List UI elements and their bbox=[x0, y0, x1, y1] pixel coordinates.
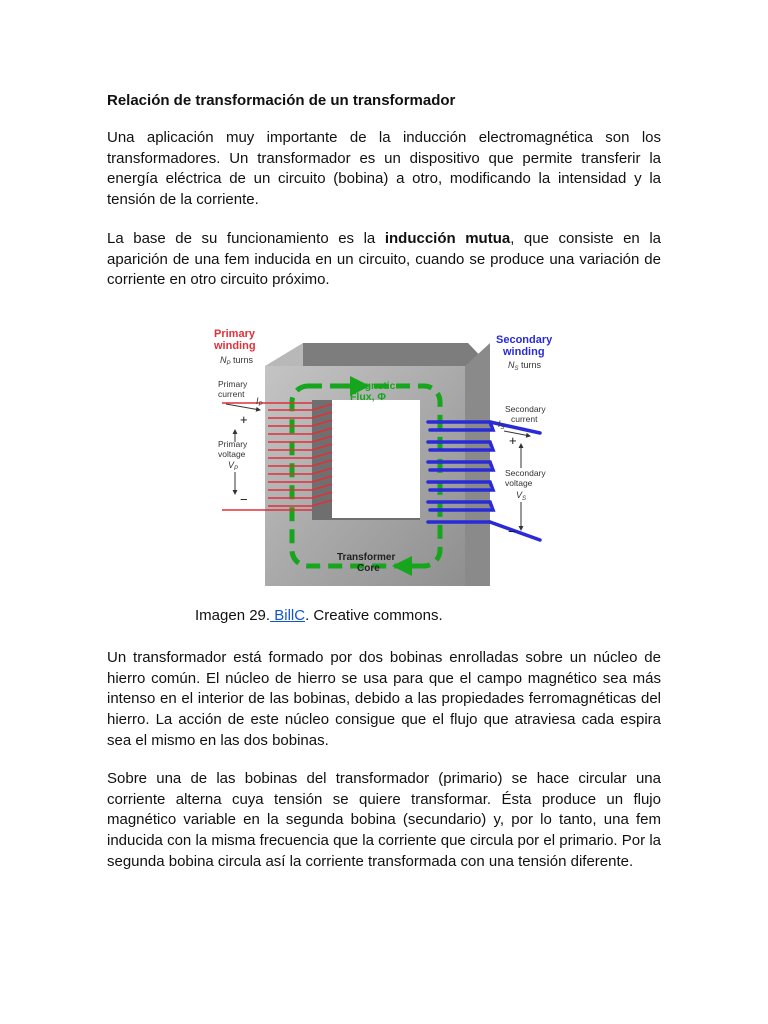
primary-winding-label: Primary bbox=[214, 328, 255, 340]
secondary-current-label: current bbox=[511, 414, 538, 424]
figure-caption bbox=[195, 606, 443, 626]
symbol: I bbox=[256, 396, 259, 406]
turns-word: turns bbox=[518, 360, 542, 370]
secondary-minus-sign: − bbox=[508, 524, 516, 539]
primary-current-label: current bbox=[218, 389, 245, 399]
primary-plus-sign: + bbox=[240, 412, 248, 427]
paragraph-core: Un transformador está formado por dos bobinas enrolladas sobre un núcleo de hierro común. El núcleo de hierro se usa para que el campo magnético sea más intenso en el interior de las bobinas, debido a las propiedades ferromagnéticas del hierro. La acción de este núcleo consigue que el flujo que atraviesa cada espira sea el mismo en las dos bobinas. bbox=[107, 649, 661, 749]
paragraph-text: La base de su funcionamiento es la bbox=[107, 230, 385, 247]
secondary-turns-label bbox=[508, 360, 542, 372]
author-link[interactable]: BillC bbox=[270, 607, 306, 624]
paragraph-primary-secondary: Sobre una de las bobinas del transformador (primario) se hace circular una corriente alterna cuya tensión se quiere transformar. Ésta produce un flujo magnético variable en la segunda bobina (secundario) y, por lo tanto, una fem inducida con la misma frecuencia que la corriente que circula por el primario. Por la segunda bobina circula así la corriente transformada con una tensión diferente. bbox=[107, 770, 661, 870]
secondary-plus-sign: + bbox=[509, 433, 517, 448]
subscript: P bbox=[258, 402, 263, 408]
symbol: I bbox=[498, 419, 501, 429]
subscript: S bbox=[522, 496, 527, 502]
symbol: V bbox=[516, 490, 523, 500]
primary-winding-label: winding bbox=[214, 340, 256, 352]
symbol: N bbox=[508, 360, 515, 370]
primary-turns-label bbox=[220, 355, 254, 367]
secondary-voltage-label: voltage bbox=[505, 478, 533, 488]
primary-current-label: Primary bbox=[218, 379, 248, 389]
transformer-diagram bbox=[200, 318, 568, 598]
subscript: P bbox=[226, 361, 231, 367]
primary-voltage-label: Primary bbox=[218, 439, 248, 449]
bold-term: inducción mutua bbox=[384, 230, 511, 247]
caption-suffix: . Creative commons. bbox=[305, 607, 443, 624]
secondary-voltage-label: Secondary bbox=[505, 468, 546, 478]
secondary-current-symbol bbox=[498, 419, 505, 431]
magnetic-flux-label: Flux, Φ bbox=[350, 391, 387, 403]
subscript: S bbox=[514, 366, 519, 372]
secondary-current-label: Secondary bbox=[505, 404, 546, 414]
symbol: V bbox=[228, 460, 235, 470]
secondary-winding-label: winding bbox=[503, 346, 545, 358]
paragraph-mutual-induction bbox=[107, 229, 661, 291]
magnetic-flux-label: Magnetic bbox=[350, 380, 396, 392]
secondary-current-arrow-icon bbox=[504, 431, 530, 436]
primary-voltage-label: voltage bbox=[218, 449, 246, 459]
primary-current-symbol bbox=[256, 396, 263, 408]
subscript: P bbox=[234, 466, 239, 472]
paragraph-intro: Una aplicación muy importante de la inducción electromagnética son los transformadores. Un transformador es un dispositivo que permite transferir la energía eléctrica de un circuito (bobina) a otro, modificando la intensidad y la tensión de la corriente. bbox=[107, 129, 661, 209]
secondary-voltage-symbol bbox=[516, 490, 526, 502]
primary-current-arrow-icon bbox=[226, 404, 260, 410]
section-heading: Relación de transformación de un transformador bbox=[107, 92, 456, 109]
secondary-winding-label: Secondary bbox=[496, 334, 553, 346]
caption-prefix: Imagen 29. bbox=[195, 607, 271, 624]
symbol: N bbox=[220, 355, 227, 365]
paragraph-text: , que consiste en la aparición de una fem inducida en un circuito, cuando se produce una variación de corriente en otro circuito próximo. bbox=[107, 230, 661, 289]
primary-minus-sign: − bbox=[240, 492, 248, 507]
transformer-svg bbox=[200, 318, 568, 598]
subscript: S bbox=[500, 425, 505, 431]
core-label: Transformer bbox=[337, 552, 396, 563]
turns-word: turns bbox=[230, 355, 254, 365]
primary-voltage-symbol bbox=[228, 460, 238, 472]
core-label: Core bbox=[357, 563, 380, 574]
